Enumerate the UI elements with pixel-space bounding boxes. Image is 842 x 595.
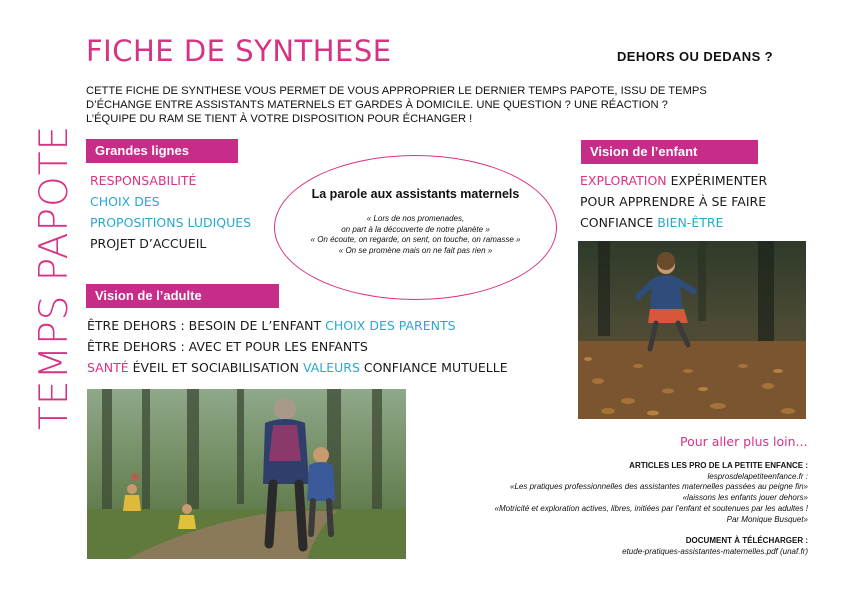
photo-forest-walk-illustration xyxy=(87,389,406,559)
quote-line: « On se promène mais on ne fait pas rien » xyxy=(338,245,493,255)
list-item xyxy=(87,357,508,378)
list-item: POUR APPRENDRE À SE FAIRE xyxy=(580,194,767,209)
reference-line: «Motricité et exploration actives, libres, initiées par l’enfant et soutenues par les adultes ! xyxy=(494,503,808,513)
intro-line: D’ÉCHANGE ENTRE ASSISTANTS MATERNELS ET GARDES À DOMICILE. UNE QUESTION ? UNE RÉACTION ? xyxy=(86,99,668,112)
keyword: BIEN-ÊTRE xyxy=(657,215,724,230)
reference-line: lesprosdelapetiteenfance.fr : xyxy=(707,471,808,481)
quote-line: « On écoute, on regarde, on sent, on touche, on ramasse » xyxy=(310,235,521,244)
keyword: ÊTRE DEHORS : BESOIN DE L’ENFANT xyxy=(87,318,326,333)
grandes-lignes-list xyxy=(90,170,251,254)
list-item xyxy=(580,170,767,191)
reference-line: ARTICLES LES PRO DE LA PETITE ENFANCE : xyxy=(629,461,808,470)
vision-adulte-label: Vision de l’adulte xyxy=(86,284,279,308)
list-item xyxy=(580,212,767,233)
references-block xyxy=(388,461,808,557)
list-item xyxy=(87,315,508,336)
quote-line: on part à la découverte de notre planète » xyxy=(341,224,490,234)
vision-adulte-list xyxy=(87,315,508,378)
photo-child-leaves-illustration xyxy=(578,241,806,419)
side-title: TEMPS PAPOTE xyxy=(32,124,77,430)
photo-forest-walk xyxy=(87,389,406,559)
keyword: ÉVEIL ET SOCIABILISATION xyxy=(128,360,303,375)
keyword: CONFIANCE MUTUELLE xyxy=(359,360,508,375)
grandes-lignes-label: Grandes lignes xyxy=(86,139,238,163)
page-subtitle: DEHORS OU DEDANS ? xyxy=(617,49,773,64)
photo-child-leaves xyxy=(578,241,806,419)
keyword: EXPÉRIMENTER xyxy=(666,173,768,188)
keyword: CHOIX DES PARENTS xyxy=(325,318,456,333)
vision-enfant-label: Vision de l’enfant xyxy=(581,140,758,164)
spacer xyxy=(388,525,808,536)
keyword: EXPLORATION xyxy=(580,173,667,188)
parole-quotes xyxy=(274,214,557,256)
vision-enfant-list xyxy=(580,170,767,233)
reference-line: DOCUMENT À TÉLÉCHARGER : xyxy=(685,535,808,545)
page-title: FICHE DE SYNTHESE xyxy=(86,34,392,68)
keyword: CONFIANCE xyxy=(580,215,658,230)
keyword: SANTÉ xyxy=(87,360,129,375)
intro-line: CETTE FICHE DE SYNTHESE VOUS PERMET DE VOUS APPROPRIER LE DERNIER TEMPS PAPOTE, ISSU DE TEMPS xyxy=(86,85,707,97)
keyword: VALEURS xyxy=(302,360,360,375)
list-item: CHOIX DES xyxy=(90,194,160,209)
reference-line: «Les pratiques professionnelles des assistantes maternelles passées au peigne fin» xyxy=(510,482,808,492)
list-item: RESPONSABILITÉ xyxy=(90,173,197,188)
reference-line: Par Monique Busquet» xyxy=(726,514,808,524)
list-item: ÊTRE DEHORS : AVEC ET POUR LES ENFANTS xyxy=(87,339,368,354)
reference-line: «laissons les enfants jouer dehors» xyxy=(682,493,808,503)
intro-text xyxy=(86,84,766,127)
quote-line: « Lors de nos promenades, xyxy=(366,214,465,223)
reference-line: etude-pratiques-assistantes-maternelles.pdf (unaf.fr) xyxy=(622,546,808,556)
list-item: PROJET D’ACCUEIL xyxy=(90,236,207,251)
parole-title: La parole aux assistants maternels xyxy=(311,187,520,201)
intro-line: L’ÉQUIPE DU RAM SE TIENT À VOTRE DISPOSITION POUR ÉCHANGER ! xyxy=(86,113,473,126)
list-item: PROPOSITIONS LUDIQUES xyxy=(90,215,252,230)
pour-aller-plus-loin-heading: Pour aller plus loin... xyxy=(680,434,808,449)
